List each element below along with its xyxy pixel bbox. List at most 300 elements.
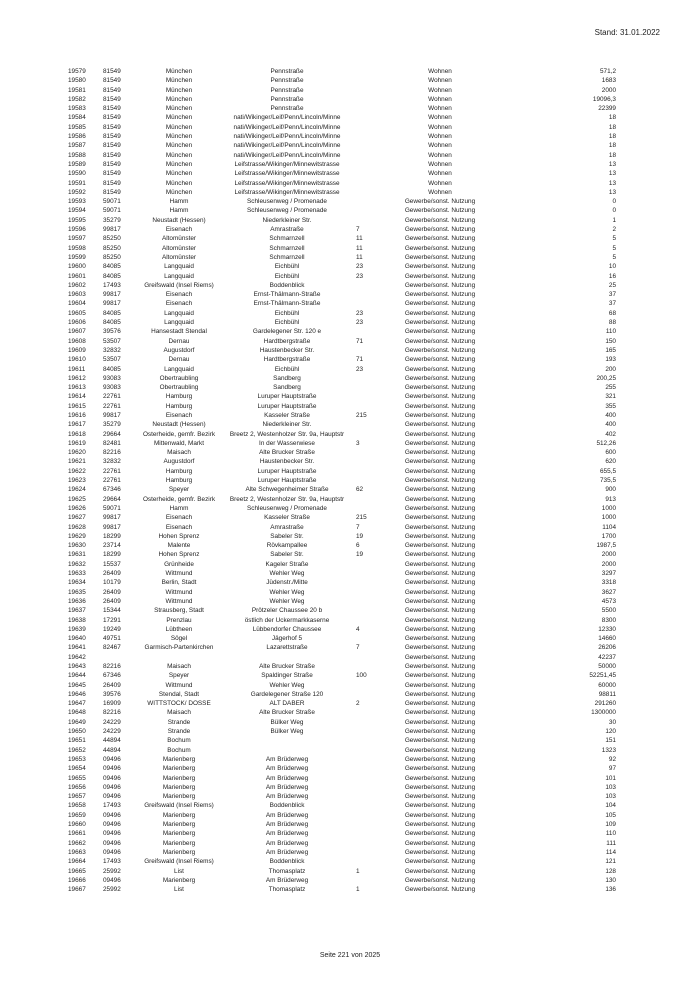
street-cell: Alte Schwegenheimer Straße	[245, 486, 329, 494]
street-cell: Haustenbecker Str.	[259, 346, 315, 354]
usage-type-cell: Gewerbe/sonst. Nutzung	[404, 663, 476, 670]
house-number-cell: 3	[356, 439, 360, 447]
area-value-cell: 1300000	[591, 709, 616, 717]
table-row	[0, 653, 700, 662]
row-id-cell: 19655	[68, 774, 86, 782]
usage-type-cell: Gewerbe/sonst. Nutzung	[404, 523, 476, 531]
usage-type-cell: Gewerbe/sonst. Nutzung	[404, 811, 476, 819]
area-value-cell: 111	[606, 839, 616, 847]
row-id-cell: 19638	[68, 616, 86, 624]
street-cell: Jägerhof 5	[271, 635, 303, 643]
city-cell: Maisach	[167, 709, 191, 717]
usage-type-cell: Gewerbe/sonst. Nutzung	[404, 737, 476, 745]
usage-type-cell: Gewerbe/sonst. Nutzung	[404, 821, 476, 829]
street-cell: Ernst-Thälmann-Straße	[253, 300, 321, 308]
area-value-cell: 600	[605, 449, 616, 457]
table-row	[0, 764, 700, 773]
postal-code-cell: 59071	[103, 198, 121, 206]
street-cell: nati/Wikinger/Leif/Penn/Lincoln/Minne	[233, 133, 341, 141]
street-cell: Hardtbergstraße	[263, 337, 311, 345]
row-id-cell: 19591	[68, 179, 86, 187]
city-cell: Malente	[167, 542, 191, 550]
row-id-cell: 19617	[68, 421, 86, 429]
city-cell: Langquaid	[164, 319, 194, 327]
row-id-cell: 19590	[68, 170, 86, 178]
city-cell: Hamm	[169, 198, 189, 206]
street-cell: Lübbendorfer Chaussee	[252, 625, 322, 633]
usage-type-cell: Gewerbe/sonst. Nutzung	[404, 328, 476, 336]
street-cell: Schmarnzell	[269, 244, 305, 252]
table-row	[0, 337, 700, 346]
street-cell: Am Brüderweg	[265, 839, 309, 847]
area-value-cell: 1104	[602, 523, 616, 531]
usage-type-cell: Gewerbe/sonst. Nutzung	[404, 346, 476, 354]
usage-type-cell: Gewerbe/sonst. Nutzung	[404, 504, 476, 512]
usage-type-cell: Wohnen	[428, 77, 452, 85]
street-cell: Schmarnzell	[269, 253, 305, 261]
table-row	[0, 467, 700, 476]
table-row	[0, 885, 700, 894]
city-cell: Bochum	[167, 746, 191, 754]
city-cell: Marienberg	[162, 793, 196, 801]
area-value-cell: 18	[608, 151, 616, 159]
street-cell: Jüdenstr./Mitte	[266, 579, 308, 587]
postal-code-cell: 44894	[103, 746, 121, 754]
city-cell: München	[165, 160, 193, 168]
table-row	[0, 67, 700, 76]
usage-type-cell: Gewerbe/sonst. Nutzung	[404, 514, 476, 522]
table-row	[0, 476, 700, 485]
city-cell: München	[165, 105, 193, 113]
usage-type-cell: Gewerbe/sonst. Nutzung	[404, 356, 476, 364]
row-id-cell: 19620	[68, 449, 86, 457]
postal-code-cell: 17291	[103, 616, 121, 624]
table-row	[0, 327, 700, 336]
row-id-cell: 19612	[68, 374, 86, 382]
street-cell: Pennstraße	[270, 105, 304, 113]
city-cell: Hamm	[169, 207, 189, 215]
postal-code-cell: 81549	[103, 68, 121, 75]
city-cell: Maisach	[167, 449, 191, 457]
row-id-cell: 19613	[68, 384, 86, 392]
street-cell: Pennstraße	[270, 77, 304, 85]
table-row	[0, 123, 700, 132]
area-value-cell: 1000	[601, 504, 616, 512]
usage-type-cell: Gewerbe/sonst. Nutzung	[404, 542, 476, 550]
postal-code-cell: 22761	[103, 393, 121, 401]
city-cell: Altomünster	[161, 253, 197, 261]
usage-type-cell: Gewerbe/sonst. Nutzung	[404, 783, 476, 791]
table-row	[0, 857, 700, 866]
postal-code-cell: 09496	[103, 821, 121, 829]
postal-code-cell: 19249	[103, 625, 121, 633]
usage-type-cell: Gewerbe/sonst. Nutzung	[404, 365, 476, 373]
street-cell: Luruper Hauptstraße	[257, 402, 317, 410]
usage-type-cell: Gewerbe/sonst. Nutzung	[404, 253, 476, 261]
usage-type-cell: Gewerbe/sonst. Nutzung	[404, 486, 476, 494]
table-row	[0, 151, 700, 160]
city-cell: Eisenach	[165, 226, 193, 234]
city-cell: Wittmund	[165, 681, 193, 689]
postal-code-cell: 09496	[103, 830, 121, 838]
area-value-cell: 200,25	[596, 374, 616, 382]
city-cell: Hamburg	[165, 402, 193, 410]
row-id-cell: 19623	[68, 477, 86, 485]
house-number-cell: 19	[356, 551, 364, 559]
row-id-cell: 19600	[68, 263, 86, 271]
postal-code-cell: 44894	[103, 737, 121, 745]
postal-code-cell: 09496	[103, 848, 121, 856]
street-cell: Schleusenweg / Promenade	[247, 198, 327, 206]
postal-code-cell: 82481	[103, 439, 121, 447]
postal-code-cell: 99817	[103, 291, 121, 299]
row-id-cell: 19640	[68, 635, 86, 643]
area-value-cell: 151	[605, 737, 616, 745]
area-value-cell: 512,26	[596, 439, 616, 447]
usage-type-cell: Gewerbe/sonst. Nutzung	[404, 337, 476, 345]
row-id-cell: 19579	[68, 68, 86, 75]
city-cell: Speyer	[168, 486, 190, 494]
postal-code-cell: 26409	[103, 570, 121, 578]
city-cell: Marienberg	[162, 783, 196, 791]
table-row	[0, 104, 700, 113]
row-id-cell: 19635	[68, 588, 86, 596]
area-value-cell: 2000	[601, 560, 616, 568]
street-cell: östlich der Uckermarkkaserne	[244, 616, 330, 624]
row-id-cell: 19595	[68, 216, 86, 224]
area-value-cell: 128	[605, 867, 616, 875]
area-value-cell: 88	[608, 319, 616, 327]
table-row	[0, 318, 700, 327]
street-cell: Schmarnzell	[269, 235, 305, 243]
area-value-cell: 92	[608, 755, 616, 763]
row-id-cell: 19649	[68, 718, 86, 726]
area-value-cell: 13	[608, 170, 616, 178]
row-id-cell: 19664	[68, 858, 86, 866]
area-value-cell: 8300	[601, 616, 616, 624]
postal-code-cell: 09496	[103, 755, 121, 763]
row-id-cell: 19659	[68, 811, 86, 819]
street-cell: Sandberg	[273, 384, 301, 392]
postal-code-cell: 81549	[103, 160, 121, 168]
street-cell: Haustenbecker Str.	[259, 458, 315, 466]
street-cell: Amrastraße	[270, 523, 304, 531]
table-row	[0, 309, 700, 318]
postal-code-cell: 81549	[103, 142, 121, 150]
area-value-cell: 18	[608, 133, 616, 141]
table-row	[0, 588, 700, 597]
street-cell: Bülker Weg	[270, 718, 304, 726]
house-number-cell: 11	[356, 235, 363, 243]
city-cell: Hamburg	[165, 477, 193, 485]
row-id-cell: 19604	[68, 300, 86, 308]
row-id-cell: 19589	[68, 160, 86, 168]
row-id-cell: 19618	[68, 430, 86, 438]
house-number-cell: 23	[356, 263, 364, 271]
street-cell: Wehler Weg	[269, 588, 305, 596]
postal-code-cell: 15537	[103, 560, 121, 568]
city-cell: Bochum	[167, 737, 191, 745]
usage-type-cell: Gewerbe/sonst. Nutzung	[404, 802, 476, 810]
area-value-cell: 620	[605, 458, 616, 466]
area-value-cell: 105	[605, 811, 616, 819]
area-value-cell: 26206	[598, 644, 616, 652]
city-cell: München	[165, 151, 193, 159]
postal-code-cell: 25992	[103, 886, 121, 894]
table-row	[0, 86, 700, 95]
city-cell: Marienberg	[162, 821, 196, 829]
usage-type-cell: Wohnen	[428, 133, 452, 141]
street-cell: Gardelegener Straße 120	[250, 690, 324, 698]
area-value-cell: 5	[612, 253, 616, 261]
area-value-cell: 103	[605, 783, 616, 791]
house-number-cell: 11	[356, 253, 363, 261]
house-number-cell: 23	[356, 319, 364, 327]
table-row	[0, 411, 700, 420]
row-id-cell: 19626	[68, 504, 86, 512]
usage-type-cell: Gewerbe/sonst. Nutzung	[404, 635, 476, 643]
street-cell: Kasseler Straße	[264, 514, 310, 522]
city-cell: Langquaid	[164, 272, 194, 280]
postal-code-cell: 81549	[103, 188, 121, 196]
city-cell: Lübtheen	[165, 625, 193, 633]
usage-type-cell: Gewerbe/sonst. Nutzung	[404, 393, 476, 401]
area-value-cell: 68	[608, 309, 616, 317]
area-value-cell: 13	[608, 160, 616, 168]
row-id-cell: 19637	[68, 607, 86, 615]
row-id-cell: 19641	[68, 644, 86, 652]
street-cell: Sandberg	[273, 374, 301, 382]
row-id-cell: 19648	[68, 709, 86, 717]
table-row	[0, 290, 700, 299]
city-cell: Hamm	[169, 504, 189, 512]
postal-code-cell: 49751	[103, 635, 121, 643]
postal-code-cell: 67346	[103, 486, 121, 494]
house-number-cell: 7	[356, 226, 360, 234]
table-row	[0, 643, 700, 652]
table-row	[0, 141, 700, 150]
usage-type-cell: Gewerbe/sonst. Nutzung	[404, 653, 476, 661]
row-id-cell: 19594	[68, 207, 86, 215]
city-cell: Neustadt (Hessen)	[152, 421, 206, 429]
city-cell: Hamburg	[165, 467, 193, 475]
usage-type-cell: Wohnen	[428, 68, 452, 75]
row-id-cell: 19598	[68, 244, 86, 252]
postal-code-cell: 39576	[103, 328, 121, 336]
postal-code-cell: 35279	[103, 421, 121, 429]
usage-type-cell: Gewerbe/sonst. Nutzung	[404, 226, 476, 234]
city-cell: München	[165, 170, 193, 178]
usage-type-cell: Gewerbe/sonst. Nutzung	[404, 430, 476, 438]
row-id-cell: 19628	[68, 523, 86, 531]
usage-type-cell: Wohnen	[428, 114, 452, 122]
row-id-cell: 19614	[68, 393, 86, 401]
area-value-cell: 402	[605, 430, 616, 438]
usage-type-cell: Gewerbe/sonst. Nutzung	[404, 263, 476, 271]
usage-type-cell: Gewerbe/sonst. Nutzung	[404, 746, 476, 754]
street-cell: Niederkleiner Str.	[262, 421, 312, 429]
usage-type-cell: Gewerbe/sonst. Nutzung	[404, 458, 476, 466]
row-id-cell: 19643	[68, 663, 86, 670]
row-id-cell: 19630	[68, 542, 86, 550]
postal-code-cell: 82216	[103, 449, 121, 457]
row-id-cell: 19608	[68, 337, 86, 345]
city-cell: Greifswald (Insel Riems)	[144, 281, 214, 289]
postal-code-cell: 26409	[103, 681, 121, 689]
usage-type-cell: Wohnen	[428, 188, 452, 196]
street-cell: Eichbühl	[274, 272, 300, 280]
street-cell: ALT DABER	[269, 700, 305, 708]
city-cell: Strausberg, Stadt	[154, 607, 204, 615]
postal-code-cell: 81549	[103, 151, 121, 159]
usage-type-cell: Wohnen	[428, 179, 452, 187]
area-value-cell: 130	[605, 876, 616, 884]
table-row	[0, 430, 700, 439]
postal-code-cell: 09496	[103, 811, 121, 819]
table-row	[0, 755, 700, 764]
table-row	[0, 550, 700, 559]
postal-code-cell: 24229	[103, 718, 121, 726]
row-id-cell: 19633	[68, 570, 86, 578]
area-value-cell: 1683	[601, 77, 616, 85]
street-cell: Kageler Straße	[265, 560, 309, 568]
table-row	[0, 383, 700, 392]
house-number-cell: 100	[356, 672, 367, 680]
area-value-cell: 98811	[598, 690, 616, 698]
row-id-cell: 19657	[68, 793, 86, 801]
table-row	[0, 625, 700, 634]
city-cell: Sögel	[170, 635, 188, 643]
area-value-cell: 5	[612, 244, 616, 252]
postal-code-cell: 84085	[103, 365, 121, 373]
usage-type-cell: Gewerbe/sonst. Nutzung	[404, 709, 476, 717]
city-cell: Stendal, Stadt	[158, 690, 200, 698]
table-row	[0, 346, 700, 355]
table-row	[0, 234, 700, 243]
city-cell: München	[165, 142, 193, 150]
street-cell: Boddenblick	[269, 858, 305, 866]
usage-type-cell: Gewerbe/sonst. Nutzung	[404, 384, 476, 392]
city-cell: Eisenach	[165, 411, 193, 419]
stand-date: Stand: 31.01.2022	[594, 28, 660, 37]
usage-type-cell: Gewerbe/sonst. Nutzung	[404, 291, 476, 299]
street-cell: nati/Wikinger/Leif/Penn/Lincoln/Minne	[233, 123, 341, 131]
area-value-cell: 0	[612, 198, 616, 206]
row-id-cell: 19622	[68, 467, 86, 475]
area-value-cell: 42237	[598, 653, 616, 661]
row-id-cell: 19653	[68, 755, 86, 763]
usage-type-cell: Gewerbe/sonst. Nutzung	[404, 718, 476, 726]
table-row	[0, 541, 700, 550]
area-value-cell: 735,5	[600, 477, 616, 485]
row-id-cell: 19650	[68, 728, 86, 736]
row-id-cell: 19629	[68, 532, 86, 540]
usage-type-cell: Wohnen	[428, 151, 452, 159]
row-id-cell: 19607	[68, 328, 86, 336]
area-value-cell: 150	[605, 337, 616, 345]
usage-type-cell: Gewerbe/sonst. Nutzung	[404, 198, 476, 206]
table-row	[0, 774, 700, 783]
area-value-cell: 193	[605, 356, 616, 364]
usage-type-cell: Gewerbe/sonst. Nutzung	[404, 793, 476, 801]
area-value-cell: 18	[608, 123, 616, 131]
usage-type-cell: Gewerbe/sonst. Nutzung	[404, 272, 476, 280]
area-value-cell: 1987,5	[596, 542, 616, 550]
table-row	[0, 495, 700, 504]
usage-type-cell: Gewerbe/sonst. Nutzung	[404, 216, 476, 224]
postal-code-cell: 81549	[103, 179, 121, 187]
street-cell: Alte Brucker Straße	[259, 709, 315, 717]
row-id-cell: 19624	[68, 486, 86, 494]
postal-code-cell: 93083	[103, 384, 121, 392]
usage-type-cell: Gewerbe/sonst. Nutzung	[404, 421, 476, 429]
area-value-cell: 13	[608, 179, 616, 187]
usage-type-cell: Gewerbe/sonst. Nutzung	[404, 551, 476, 559]
house-number-cell: 1	[356, 867, 360, 875]
usage-type-cell: Gewerbe/sonst. Nutzung	[404, 607, 476, 615]
area-value-cell: 5500	[601, 607, 616, 615]
table-row	[0, 616, 700, 625]
table-row	[0, 662, 700, 671]
city-cell: Obertraubling	[159, 384, 199, 392]
postal-code-cell: 82467	[103, 644, 121, 652]
row-id-cell: 19597	[68, 235, 86, 243]
area-value-cell: 13	[608, 188, 616, 196]
street-cell: Breetz 2, Westenholzer Str. 9a, Hauptstr	[229, 430, 345, 438]
city-cell: München	[165, 86, 193, 94]
row-id-cell: 19645	[68, 681, 86, 689]
street-cell: Boddenblick	[269, 802, 305, 810]
row-id-cell: 19636	[68, 597, 86, 605]
usage-type-cell: Gewerbe/sonst. Nutzung	[404, 765, 476, 773]
table-row	[0, 681, 700, 690]
city-cell: Marienberg	[162, 755, 196, 763]
area-value-cell: 900	[605, 486, 616, 494]
area-value-cell: 50000	[598, 663, 616, 670]
table-row	[0, 281, 700, 290]
postal-code-cell: 39576	[103, 690, 121, 698]
city-cell: Hansestadt Stendal	[151, 328, 207, 336]
area-value-cell: 400	[605, 411, 616, 419]
table-row	[0, 485, 700, 494]
city-cell: Speyer	[168, 672, 190, 680]
area-value-cell: 2000	[601, 86, 616, 94]
table-row	[0, 690, 700, 699]
postal-code-cell: 59071	[103, 504, 121, 512]
street-cell: Thomasplatz	[268, 867, 306, 875]
area-value-cell: 1323	[601, 746, 616, 754]
postal-code-cell: 99817	[103, 300, 121, 308]
city-cell: Hohen Sprenz	[158, 551, 200, 559]
row-id-cell: 19616	[68, 411, 86, 419]
city-cell: Marienberg	[162, 765, 196, 773]
postal-code-cell: 99817	[103, 226, 121, 234]
table-row	[0, 355, 700, 364]
street-cell: nati/Wikinger/Leif/Penn/Lincoln/Minne	[233, 142, 341, 150]
row-id-cell: 19647	[68, 700, 86, 708]
street-cell: In der Wasserwiese	[259, 439, 315, 447]
row-id-cell: 19602	[68, 281, 86, 289]
usage-type-cell: Gewerbe/sonst. Nutzung	[404, 532, 476, 540]
street-cell: Lazarettstraße	[266, 644, 308, 652]
area-value-cell: 114	[605, 848, 616, 856]
table-row	[0, 392, 700, 401]
row-id-cell: 19654	[68, 765, 86, 773]
area-value-cell: 255	[605, 384, 616, 392]
postal-code-cell: 09496	[103, 783, 121, 791]
usage-type-cell: Gewerbe/sonst. Nutzung	[404, 681, 476, 689]
table-row	[0, 262, 700, 271]
